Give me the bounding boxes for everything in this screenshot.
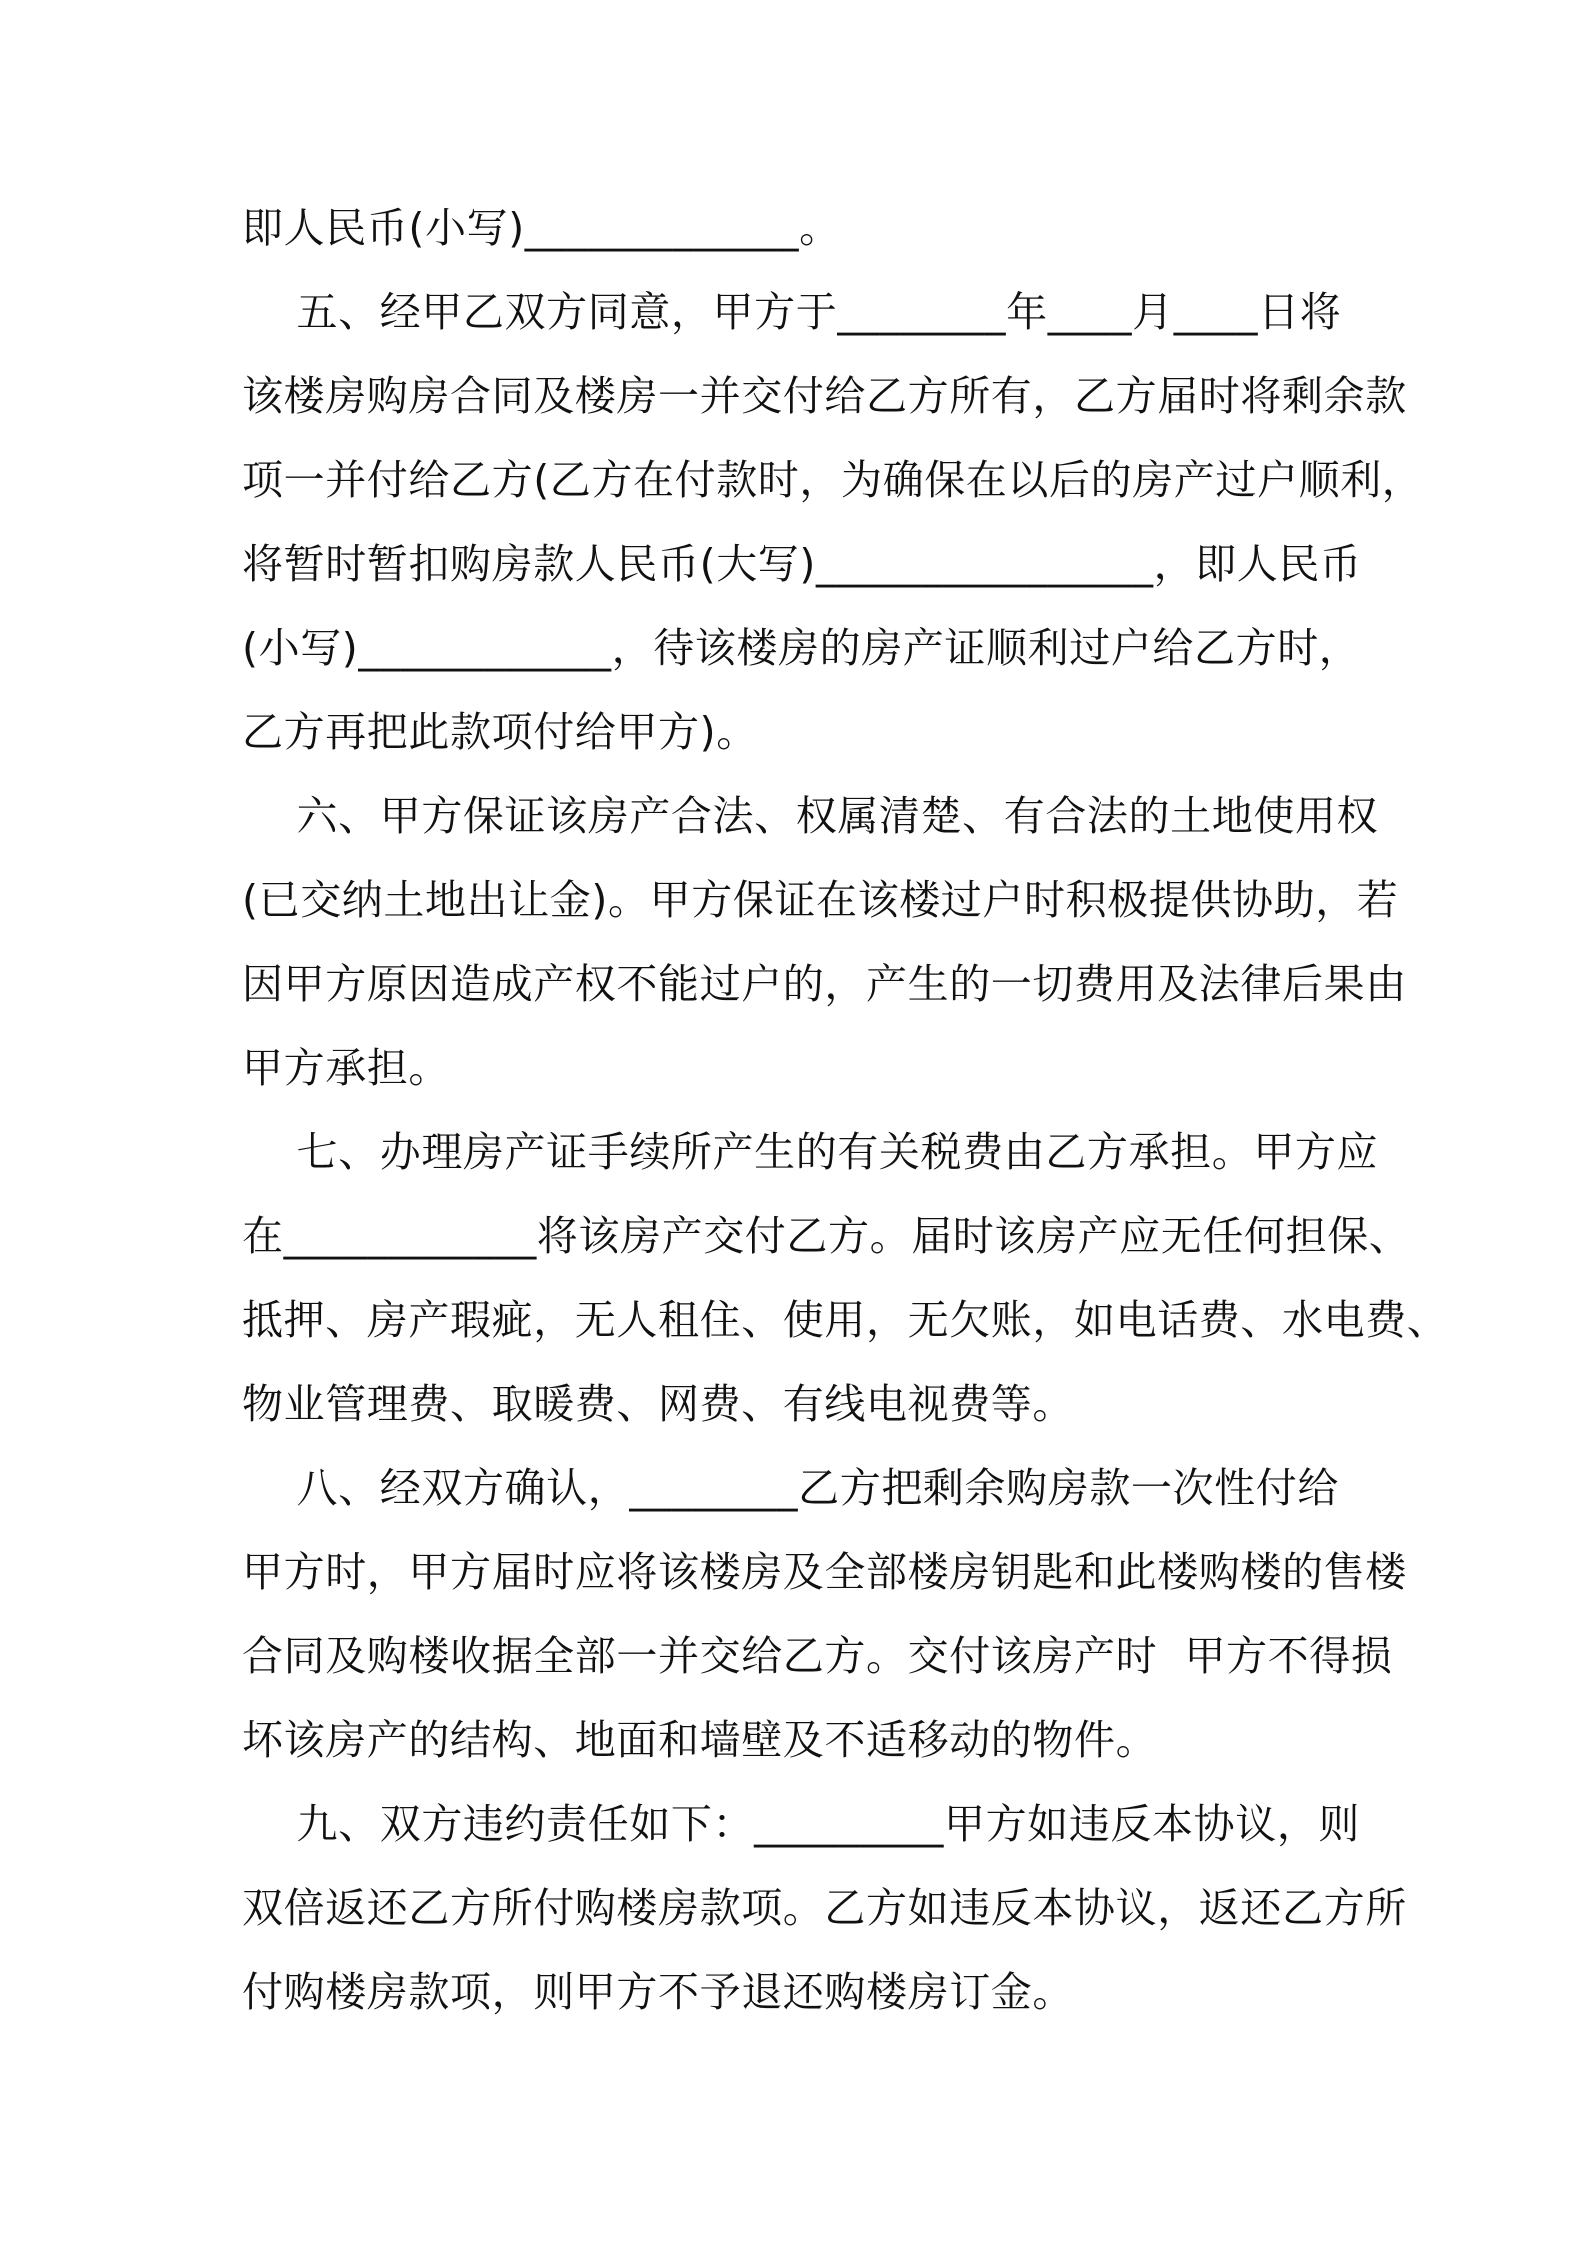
text-line: 付购楼房款项，则甲方不予退还购楼房订金。 <box>242 1968 1074 2016</box>
text-line: (已交纳土地出让金)。甲方保证在该楼过户时积极提供协助，若 <box>242 876 1399 924</box>
text-line: 合同及购楼收据全部一并交给乙方。交付该房产时 甲方不得损 <box>242 1632 1393 1680</box>
text-line: 乙方再把此款项付给甲方)。 <box>242 708 758 756</box>
text-line: 七、办理房产证手续所产生的有关税费由乙方承担。甲方应 <box>242 1128 1379 1176</box>
text-line: 五、经甲乙双方同意，甲方于________年____月____日将 <box>242 288 1342 336</box>
text-line: 物业管理费、取暖费、网费、有线电视费等。 <box>242 1380 1074 1428</box>
text-line: (小写)____________，待该楼房的房产证顺利过户给乙方时， <box>242 624 1361 672</box>
text-line: 八、经双方确认，________乙方把剩余购房款一次性付给 <box>242 1464 1339 1512</box>
text-line: 六、甲方保证该房产合法、权属清楚、有合法的土地使用权 <box>242 792 1379 840</box>
text-line: 在____________将该房产交付乙方。届时该房产应无任何担保、 <box>242 1212 1411 1260</box>
text-line: 坏该房产的结构、地面和墙壁及不适移动的物件。 <box>242 1716 1158 1764</box>
text-line: 将暂时暂扣购房款人民币(大写)________________，即人民币 <box>242 540 1362 588</box>
text-line: 项一并付给乙方(乙方在付款时，为确保在以后的房产过户顺利， <box>242 456 1424 504</box>
text-line: 该楼房购房合同及楼房一并交付给乙方所有，乙方届时将剩余款 <box>242 372 1407 420</box>
text-line: 甲方时，甲方届时应将该楼房及全部楼房钥匙和此楼购楼的售楼 <box>242 1548 1407 1596</box>
document-body <box>242 186 1449 2034</box>
text-line: 即人民币(小写)_____________。 <box>242 204 841 252</box>
text-line: 双倍返还乙方所付购楼房款项。乙方如违反本协议，返还乙方所 <box>242 1884 1407 1932</box>
text-line: 因甲方原因造成产权不能过户的，产生的一切费用及法律后果由 <box>242 960 1407 1008</box>
text-line: 甲方承担。 <box>242 1044 450 1092</box>
text-line: 抵押、房产瑕疵，无人租住、使用，无欠账，如电话费、水电费、 <box>242 1296 1449 1344</box>
text-line: 九、双方违约责任如下：_________甲方如违反本协议，则 <box>242 1800 1361 1848</box>
